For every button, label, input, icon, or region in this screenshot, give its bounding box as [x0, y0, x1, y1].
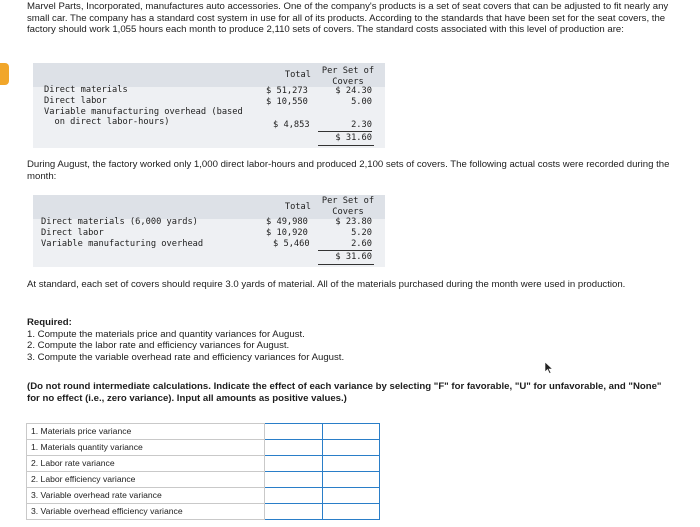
- amount-input[interactable]: [265, 456, 322, 471]
- amount-input[interactable]: [265, 472, 322, 487]
- act-total: $ 49,980: [266, 217, 308, 227]
- std-col-perset-2: Covers: [332, 77, 364, 87]
- answer-row-label: 1. Materials price variance: [27, 424, 265, 440]
- std-total: $ 10,550: [266, 97, 308, 107]
- answer-row: [27, 440, 380, 456]
- double-underline: [318, 264, 374, 265]
- effect-select[interactable]: [323, 504, 379, 519]
- required-item: 1. Compute the materials price and quantity variances for August.: [27, 328, 305, 340]
- act-sum-per-set: $ 31.60: [335, 252, 372, 262]
- amount-cell[interactable]: [265, 488, 323, 504]
- amount-input[interactable]: [265, 488, 322, 503]
- std-total: $ 4,853: [273, 120, 310, 130]
- answer-row-label: 3. Variable overhead rate variance: [27, 488, 265, 504]
- answer-row-label: 3. Variable overhead efficiency variance: [27, 504, 265, 520]
- answer-row: [27, 504, 380, 520]
- amount-cell[interactable]: [265, 472, 323, 488]
- required-item: 2. Compute the labor rate and efficiency variances for August.: [27, 340, 290, 352]
- amount-input[interactable]: [265, 504, 322, 519]
- effect-cell[interactable]: [323, 424, 380, 440]
- act-row-label: Direct labor: [41, 228, 104, 238]
- actual-cost-table: [33, 195, 385, 267]
- answer-row: [27, 472, 380, 488]
- effect-select[interactable]: [323, 440, 379, 455]
- std-sum-per-set: $ 31.60: [335, 133, 372, 143]
- amount-cell[interactable]: [265, 440, 323, 456]
- effect-select[interactable]: [323, 472, 379, 487]
- effect-cell[interactable]: [323, 504, 380, 520]
- answer-row-label: 2. Labor rate variance: [27, 456, 265, 472]
- standard-paragraph: At standard, each set of covers should require 3.0 yards of material. All of the materials purchased during the month were used in production.: [27, 279, 626, 290]
- effect-select[interactable]: [323, 488, 379, 503]
- answer-row: [27, 456, 380, 472]
- amount-cell[interactable]: [265, 456, 323, 472]
- std-per-set: 2.30: [318, 120, 372, 132]
- answer-row: [27, 488, 380, 504]
- act-per-set: 5.20: [351, 228, 372, 238]
- answer-row: [27, 424, 380, 440]
- std-row-label: Variable manufacturing overhead (based: [44, 107, 243, 117]
- effect-cell[interactable]: [323, 472, 380, 488]
- std-row-label: Direct labor: [44, 96, 107, 106]
- std-row-label: Direct materials: [44, 85, 128, 95]
- effect-cell[interactable]: [323, 456, 380, 472]
- amount-input[interactable]: [265, 424, 322, 439]
- std-col-perset-1: Per Set of: [321, 66, 375, 76]
- std-per-set: 5.00: [351, 97, 372, 107]
- instructions-paragraph: (Do not round intermediate calculations. Indicate the effect of each variance by selecting "F" for favorable, "U" for unfavorable, and "None" for no effect (i.e., zero variance). Input all amounts as positive values.): [27, 381, 662, 404]
- required-item: 3. Compute the variable overhead rate and efficiency variances for August.: [27, 352, 345, 364]
- mouse-pointer-icon: [544, 361, 554, 378]
- std-per-set: $ 24.30: [335, 86, 372, 96]
- act-col-perset-2: Covers: [332, 207, 364, 217]
- effect-select[interactable]: [323, 424, 379, 439]
- act-total: $ 10,920: [266, 228, 308, 238]
- required-section: [27, 317, 676, 364]
- answer-row-label: 1. Materials quantity variance: [27, 440, 265, 456]
- act-col-perset-1: Per Set of: [321, 196, 375, 206]
- amount-cell[interactable]: [265, 424, 323, 440]
- act-row-label: Variable manufacturing overhead: [41, 239, 204, 249]
- double-underline: [318, 145, 374, 146]
- standard-cost-table: [33, 63, 385, 148]
- august-paragraph: During August, the factory worked only 1,000 direct labor-hours and produced 2,100 sets of covers. The following actual costs were recorded during the month:: [27, 159, 670, 182]
- side-tab-marker[interactable]: [0, 63, 9, 85]
- intro-paragraph: Marvel Parts, Incorporated, manufactures auto accessories. One of the company's products is a set of seat covers that can be adjusted to fit nearly any small car. The company has a standard cost system in use for all of its products. According to the standards that have been set for the seat covers, the factory should work 1,055 hours each month to produce 2,110 sets of covers. The standard costs associated with this level of production are:: [27, 1, 669, 36]
- answer-row-label: 2. Labor efficiency variance: [27, 472, 265, 488]
- required-heading: Required:: [27, 317, 72, 328]
- amount-cell[interactable]: [265, 504, 323, 520]
- std-total: $ 51,273: [266, 86, 308, 96]
- effect-cell[interactable]: [323, 440, 380, 456]
- effect-select[interactable]: [323, 456, 379, 471]
- act-total: $ 5,460: [273, 239, 310, 249]
- amount-input[interactable]: [265, 440, 322, 455]
- act-per-set: $ 23.80: [335, 217, 372, 227]
- std-col-total: Total: [284, 70, 311, 80]
- std-row-label: on direct labor-hours): [44, 117, 170, 127]
- act-col-total: Total: [284, 202, 311, 212]
- effect-cell[interactable]: [323, 488, 380, 504]
- act-row-label: Direct materials (6,000 yards): [41, 217, 198, 227]
- act-per-set: 2.60: [318, 239, 372, 251]
- answer-table: [26, 423, 380, 520]
